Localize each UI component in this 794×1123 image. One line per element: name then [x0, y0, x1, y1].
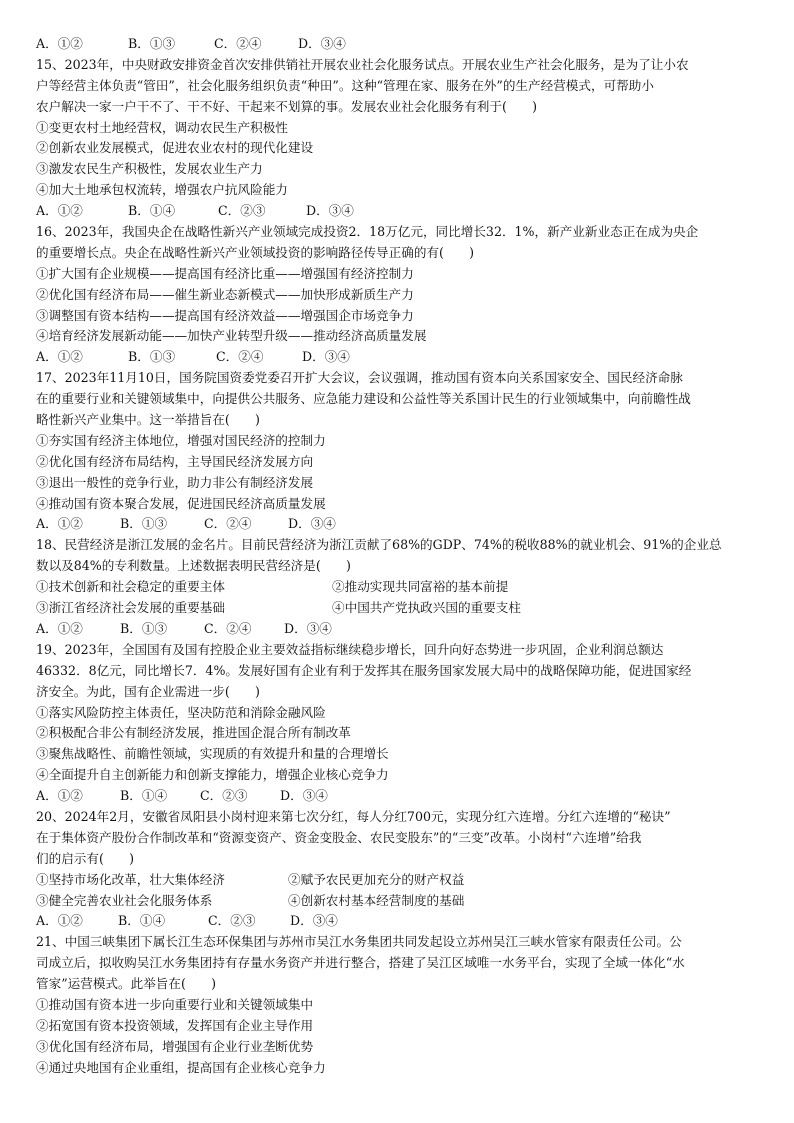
- q19-item-4: ④全面提升自主创新能力和创新支撑能力，增强企业核心竞争力: [36, 767, 389, 783]
- q19-item-2: ②积极配合非公有制经济发展，推进国企混合所有制改革: [36, 725, 351, 741]
- q18-option-c: C．②④: [204, 620, 252, 636]
- q20-items-row-2: [36, 891, 762, 912]
- q15-item-1: ①变更农村土地经营权，调动农民生产积极性: [36, 119, 288, 135]
- q17-item-3: ③退出一般性的竞争行业，助力非公有制经济发展: [36, 474, 314, 490]
- q16-stem-line-2: 的重要增长点。央企在战略性新兴产业领域投资的影响路径传导正确的有( ): [36, 244, 475, 260]
- q17-item-1: ①夯实国有经济主体地位，增强对国民经济的控制力: [36, 432, 326, 448]
- q14-option-a: A．①②: [36, 36, 83, 51]
- q21-item-4: ④通过央地国有企业重组，提高国有企业核心竞争力: [36, 1059, 326, 1075]
- q17-option-c: C．②④: [204, 516, 252, 532]
- q17-stem-line-3: 略性新兴产业集中。这一举措旨在( ): [36, 412, 260, 428]
- q15-option-d: D．③④: [306, 203, 354, 219]
- q18-item-2: ②推动实现共同富裕的基本前提: [332, 579, 509, 595]
- q20-stem-line-3: 们的启示有( ): [36, 850, 134, 866]
- q19-option-d: D．③④: [280, 788, 328, 804]
- q16-item-3: ③调整国有资本结构——提高国有经济效益——增强国企市场竞争力: [36, 307, 414, 323]
- question-16: [36, 222, 762, 368]
- q21-item-2: ②拓宽国有资本投资领域，发挥国有企业主导作用: [36, 1017, 314, 1033]
- question-19: [36, 640, 762, 807]
- q17-stem-line-2: 在的重要行业和关键领域集中，向提供公共服务、应急能力建设和公益性等关系国计民生的行业领域集中，向前瞻性战: [36, 391, 691, 407]
- question-20: [36, 807, 762, 932]
- q19-option-c: C．②③: [200, 788, 248, 804]
- q14-option-d: D．③④: [298, 36, 346, 51]
- q18-option-a: A．①②: [36, 620, 83, 636]
- q19-item-3: ③聚焦战略性、前瞻性领域，实现质的有效提升和量的合理增长: [36, 746, 389, 762]
- question-17: [36, 368, 762, 535]
- q19-stem-line-3: 济安全。为此，国有企业需进一步( ): [36, 683, 260, 699]
- question-18: [36, 535, 762, 639]
- q15-option-b: B．①④: [128, 203, 176, 219]
- q20-option-a: A．①②: [36, 913, 83, 929]
- q18-stem-line-2: 数以及84%的专利数量。上述数据表明民营经济是( ): [36, 558, 351, 574]
- q14-option-c: C．②④: [214, 36, 262, 51]
- q15-stem-line-3: 农户解决一家一户干不了、干不好、干起来不划算的事。发展农业社会化服务有利于( ): [36, 98, 537, 114]
- q18-item-1: ①技术创新和社会稳定的重要主体: [36, 579, 225, 595]
- q16-item-1: ①扩大国有企业规模——提高国有经济比重——增强国有经济控制力: [36, 265, 414, 281]
- q16-item-4: ④培育经济发展新动能——加快产业转型升级——推动经济高质量发展: [36, 328, 427, 344]
- q20-option-d: D．③④: [290, 913, 338, 929]
- q17-item-4: ④推动国有资本聚合发展，促进国民经济高质量发展: [36, 495, 326, 511]
- q16-option-b: B．①③: [128, 349, 176, 365]
- q18-stem-line-1: 18、民营经济是浙江发展的金名片。目前民营经济为浙江贡献了68%的GDP、74%的税收88%的就业机会、91%的企业总: [36, 537, 722, 553]
- q18-items-row-1: [36, 577, 762, 598]
- q21-stem-line-2: 司成立后，拟收购吴江水务集团持有存量水务资产并进行整合，搭建了吴江区域唯一水务平台，实现了全域一体化“水: [36, 955, 685, 971]
- q19-option-a: A．①②: [36, 788, 83, 804]
- q21-item-3: ③优化国有经济布局，增强国有企业行业垄断优势: [36, 1038, 314, 1054]
- q20-option-b: B．①④: [118, 913, 166, 929]
- q19-stem-line-2: 46332．8亿元，同比增长7．4%。发展好国有企业有利于发挥其在服务国家发展大局中的战略保障功能，促进国家经: [36, 662, 692, 678]
- q20-stem-line-2: 在于集体资产股份合作制改革和“资源变资产、资金变股金、农民变股东”的“三变”改革。小岗村“六连增”给我: [36, 829, 642, 845]
- q18-item-4: ④中国共产党执政兴国的重要支柱: [332, 600, 521, 616]
- q19-stem-line-1: 19、2023年，全国国有及国有控股企业主要效益指标继续稳步增长，回升向好态势进一步巩固，企业利润总额达: [36, 641, 664, 657]
- q19-option-b: B．①④: [120, 788, 168, 804]
- q17-option-b: B．①③: [120, 516, 168, 532]
- q19-item-1: ①落实风险防控主体责任，坚决防范和消除金融风险: [36, 704, 326, 720]
- q17-stem-line-1: 17、2023年11月10日，国务院国资委党委召开扩大会议，会议强调，推动国有资本向关系国家安全、国民经济命脉: [36, 370, 683, 386]
- q20-item-4: ④创新农村基本经营制度的基础: [288, 892, 465, 908]
- q15-option-a: A．①②: [36, 203, 83, 219]
- q15-option-c: C．②③: [218, 203, 266, 219]
- q20-options: [36, 911, 762, 932]
- q17-option-a: A．①②: [36, 516, 83, 532]
- q16-stem-line-1: 16、2023年，我国央企在战略性新兴产业领域完成投资2．18万亿元，同比增长32．1%，新产业新业态正在成为央企: [36, 224, 699, 240]
- q15-stem-line-2: 户等经营主体负责“管田”，社会化服务组织负责“种田”。这种“管理在家、服务在外”的生产经营模式，可帮助小: [36, 77, 654, 93]
- q21-item-1: ①推动国有资本进一步向重要行业和关键领域集中: [36, 996, 314, 1012]
- q15-item-2: ②创新农业发展模式，促进农业农村的现代化建设: [36, 140, 314, 156]
- q18-options: [36, 619, 762, 640]
- question-21: [36, 932, 762, 1078]
- q21-stem-line-3: 管家”运营模式。此举旨在( ): [36, 976, 216, 992]
- q16-item-2: ②优化国有经济布局——催生新业态新模式——加快形成新质生产力: [36, 286, 414, 302]
- q18-items-row-2: [36, 598, 762, 619]
- q18-option-b: B．①③: [120, 620, 168, 636]
- q15-item-3: ③激发农民生产积极性，发展农业生产力: [36, 161, 263, 177]
- question-15: [36, 55, 762, 222]
- q17-options: [36, 514, 762, 535]
- q20-item-3: ③健全完善农业社会化服务体系: [36, 892, 213, 908]
- q20-items-row-1: [36, 870, 762, 891]
- q19-options: [36, 786, 762, 807]
- q20-option-c: C．②③: [208, 913, 256, 929]
- q18-item-3: ③浙江省经济社会发展的重要基础: [36, 600, 225, 616]
- q20-item-1: ①坚持市场化改革，壮大集体经济: [36, 871, 225, 887]
- q15-item-4: ④加大土地承包权流转，增强农户抗风险能力: [36, 182, 288, 198]
- q17-option-d: D．③④: [288, 516, 336, 532]
- q17-item-2: ②优化国有经济布局结构，主导国民经济发展方向: [36, 453, 314, 469]
- q16-option-d: D．③④: [302, 349, 350, 365]
- q21-stem-line-1: 21、中国三峡集团下属长江生态环保集团与苏州市吴江水务集团共同发起设立苏州吴江三峡水管家有限责任公司。公: [36, 934, 682, 950]
- q16-option-c: C．②④: [216, 349, 264, 365]
- q18-option-d: D．③④: [284, 620, 332, 636]
- q16-options: [36, 347, 762, 368]
- q16-option-a: A．①②: [36, 349, 83, 365]
- q15-stem-line-1: 15、2023年，中央财政安排资金首次安排供销社开展农业社会化服务试点。开展农业生产社会化服务，是为了让小农: [36, 56, 689, 72]
- q20-stem-line-1: 20、2024年2月，安徽省凤阳县小岗村迎来第七次分红，每人分红700元，实现分红六连增。分红六连增的“秘诀”: [36, 808, 671, 824]
- q14-option-b: B．①③: [128, 36, 176, 51]
- q15-options: [36, 201, 762, 222]
- q20-item-2: ②赋予农民更加充分的财产权益: [288, 871, 465, 887]
- q14-options: [36, 34, 762, 55]
- exam-page: [36, 34, 762, 1079]
